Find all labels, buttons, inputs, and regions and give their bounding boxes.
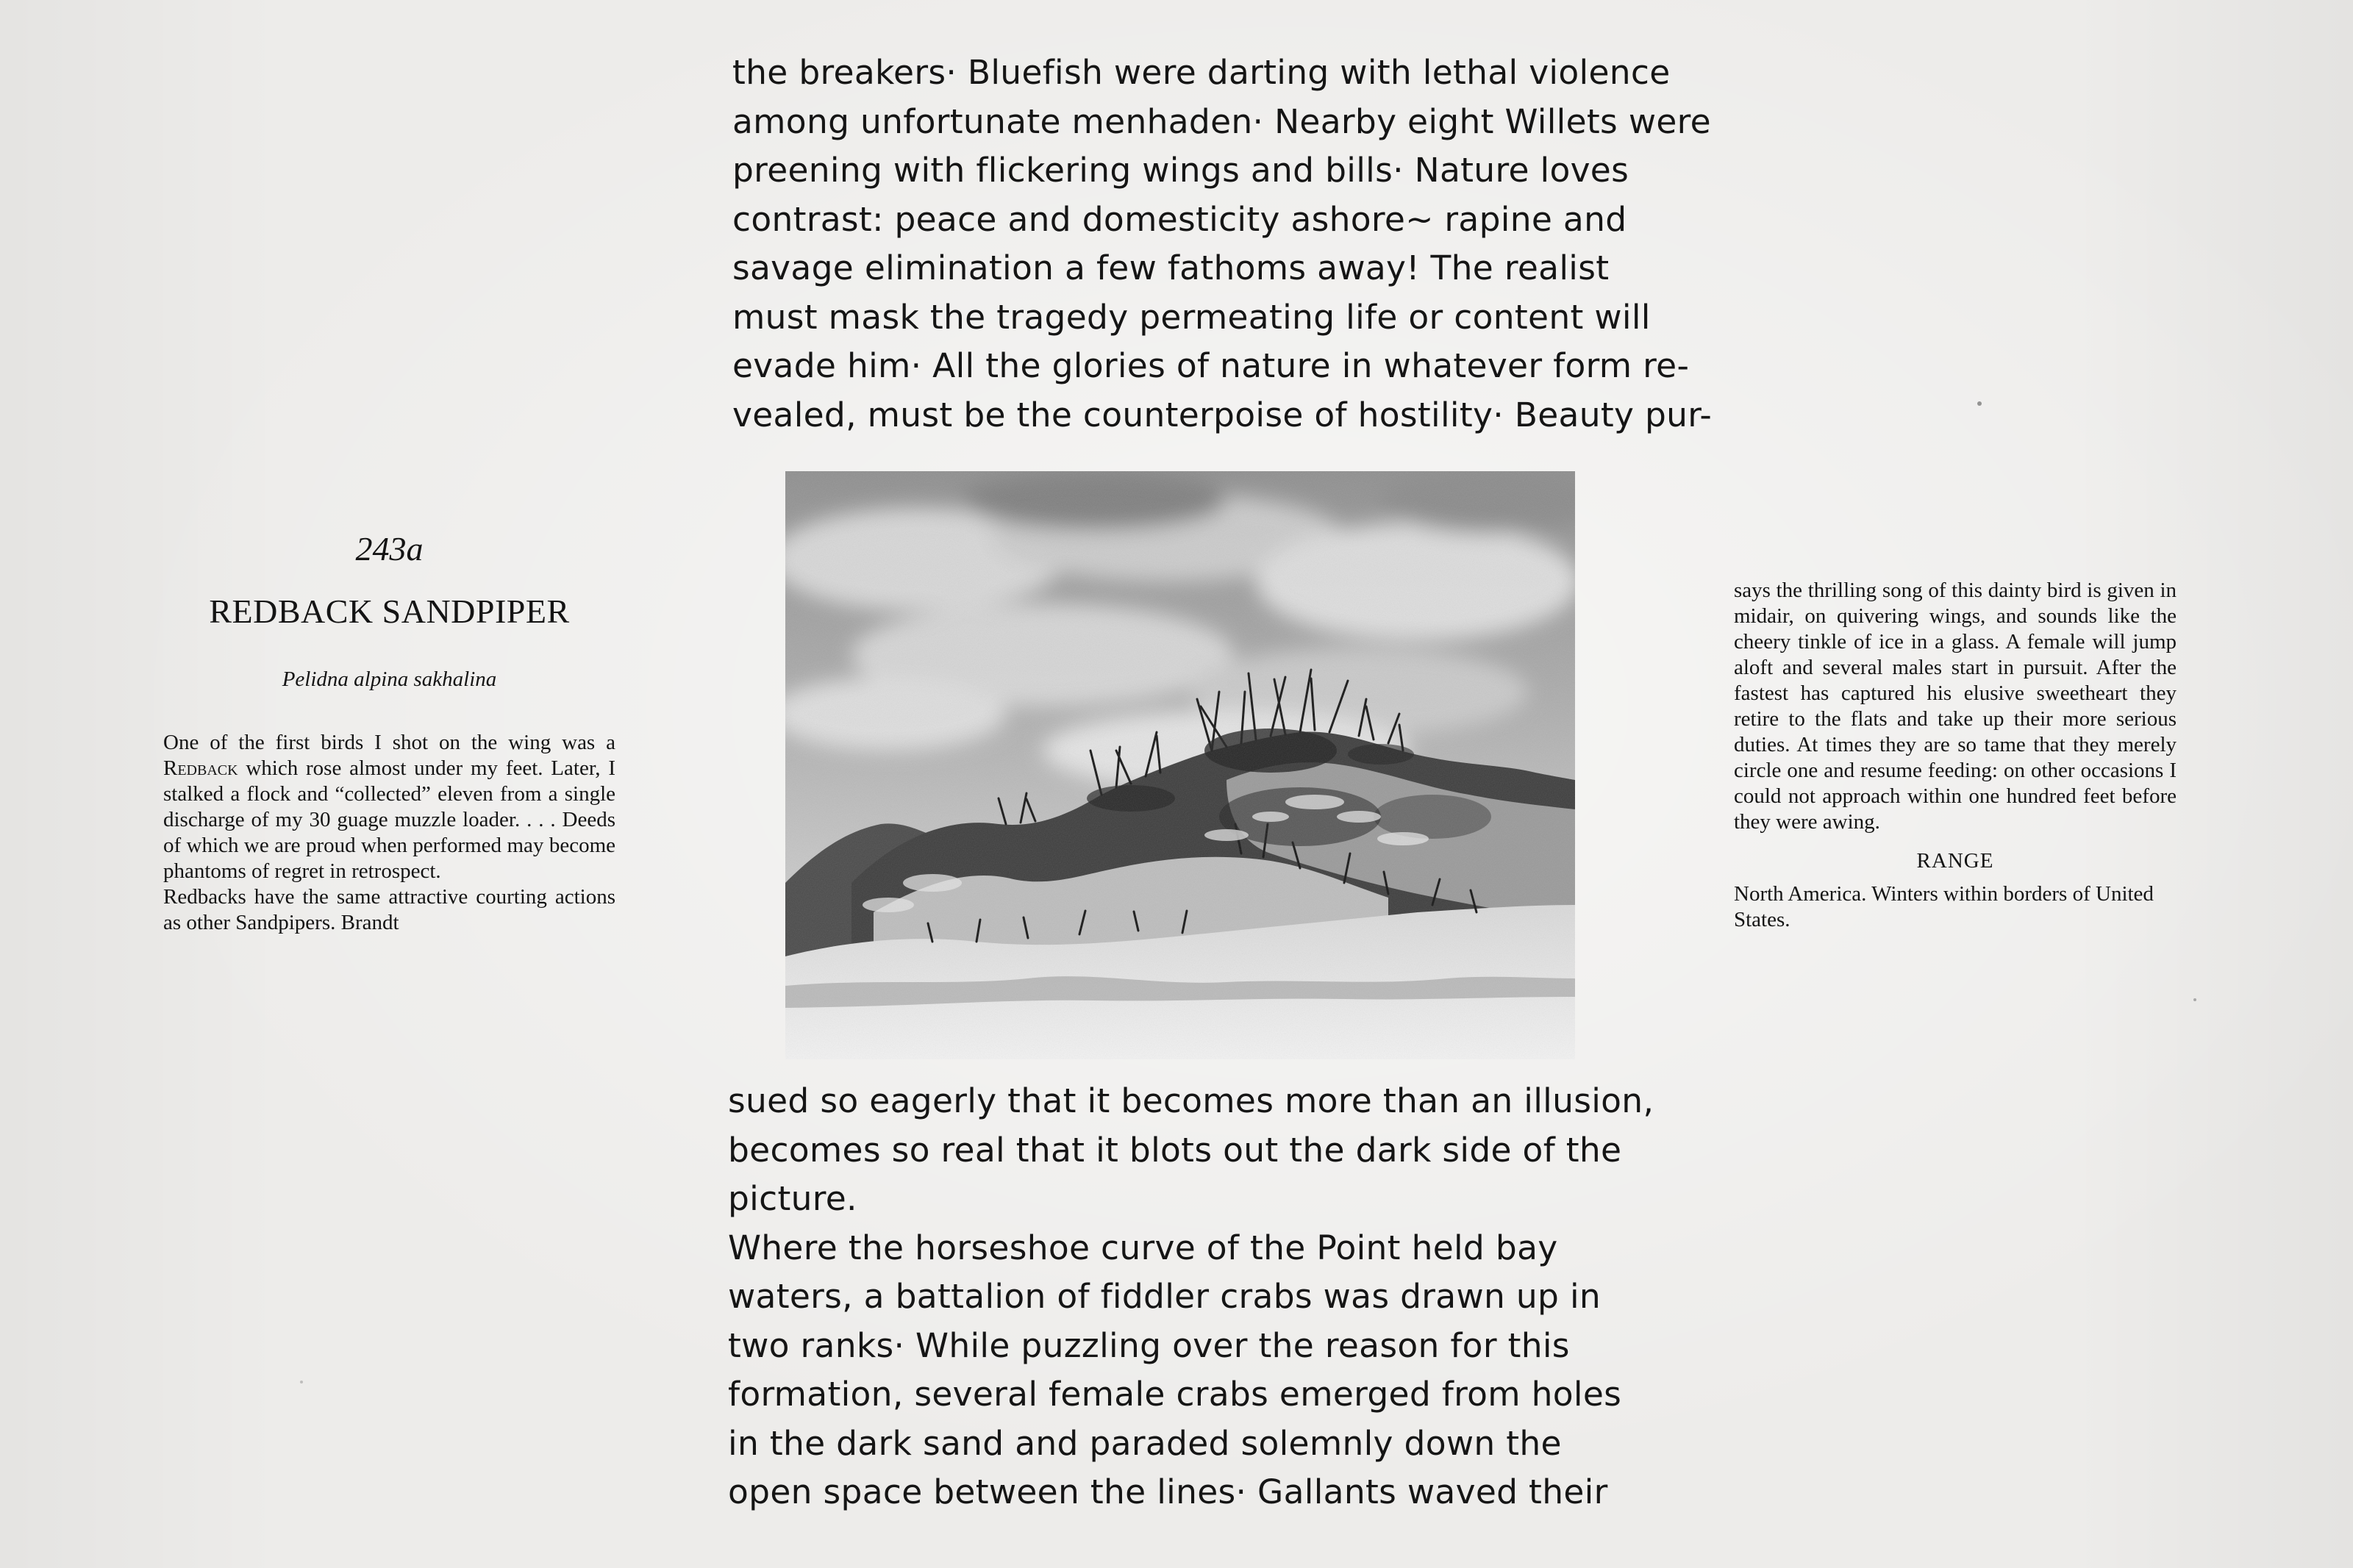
text-line: preening with flickering wings and bills· Nature loves	[732, 151, 1629, 190]
text-line: two ranks· While puzzling over the reason for this	[728, 1325, 1570, 1365]
text-line: formation, several female crabs emerged from holes	[728, 1375, 1622, 1414]
text-line: open space between the lines· Gallants waved their	[728, 1472, 1608, 1511]
range-text: North America. Winters within borders of United States.	[1734, 882, 2154, 931]
text-line: evade him· All the glories of nature in whatever form re-	[732, 346, 1690, 385]
species-title: REDBACK SANDPIPER	[209, 592, 570, 630]
text-line: must mask the tragedy permeating life or content will	[732, 297, 1651, 337]
plate-number: 243a	[355, 530, 424, 568]
paragraph-text: which rose almost under my feet. Later, I stalked a flock and “collected” eleven from a single discharge of my 30 guage muzzle loader. . . . Deeds of which we are proud when performed may become phantoms of regret in retrospect.	[163, 756, 615, 884]
dune-landscape-image	[785, 471, 1575, 1059]
description-paragraph-1	[163, 730, 615, 884]
text-line: Where the horseshoe curve of the Point held bay	[728, 1228, 1558, 1267]
song-description: says the thrilling song of this dainty bird is given in midair, on quivering wings, and sounds like the cheery tinkle of ice in a glass. A female will jump aloft and several males start in pursuit. After the fastest has captured his elusive sweetheart they retire to the flats and take up their more serious duties. At times they are so tame that they merely circle one and resume feeding: on other occasions I could not approach within one hundred feet before they were awing.	[1734, 579, 2177, 834]
species-latin-name: Pelidna alpina sakhalina	[282, 667, 497, 692]
species-description	[163, 730, 615, 936]
species-smallcaps-name: Redback	[163, 756, 238, 781]
text-line: among unfortunate menhaden· Nearby eight Willets were	[732, 101, 1711, 141]
text-line: becomes so real that it blots out the dark side of the	[728, 1130, 1622, 1170]
text-line: in the dark sand and paraded solemnly down the	[728, 1423, 1562, 1463]
text-line: vealed, must be the counterpoise of hostility· Beauty pur-	[732, 395, 1713, 434]
text-line: sued so eagerly that it becomes more than an illusion,	[728, 1081, 1654, 1120]
text-line: savage elimination a few fathoms away! The realist	[732, 248, 1610, 287]
species-notes-column	[1734, 578, 2177, 933]
description-paragraph-2: Redbacks have the same attractive courting actions as other Sandpipers. Brandt	[163, 885, 615, 935]
calligraphy-text-bottom	[728, 1077, 1654, 1517]
text-line: waters, a battalion of fiddler crabs was drawn up in	[728, 1277, 1602, 1316]
paragraph-text: One of the first birds I shot on the wing was a	[163, 731, 615, 755]
species-info-column	[163, 531, 615, 936]
text-line: picture.	[728, 1179, 857, 1218]
text-line: contrast: peace and domesticity ashore~ rapine and	[732, 199, 1627, 239]
range-heading: RANGE	[1916, 849, 1994, 873]
calligraphy-text-top	[732, 49, 1713, 440]
text-line: the breakers· Bluefish were darting with lethal violence	[732, 53, 1671, 92]
dune-photograph	[785, 471, 1575, 1059]
